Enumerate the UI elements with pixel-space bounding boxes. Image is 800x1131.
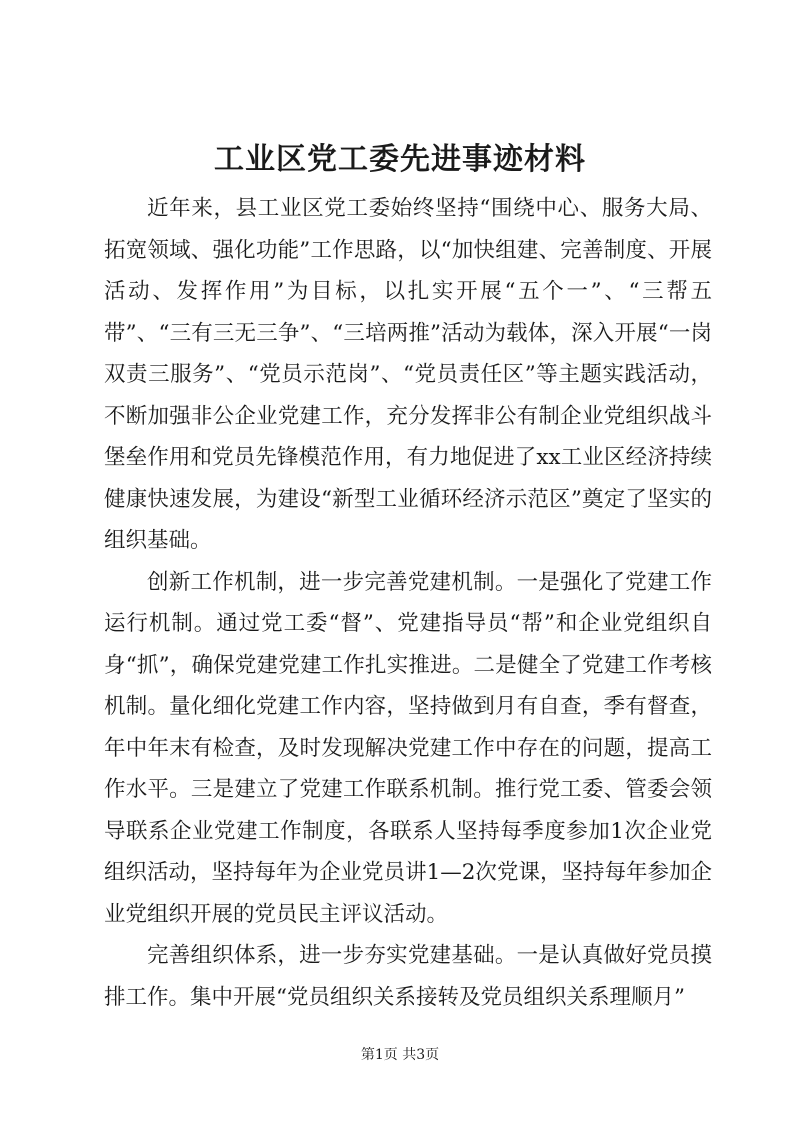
- document-title: 工业区党工委先进事迹材料: [214, 142, 586, 177]
- paragraph-mechanism: 创新工作机制，进一步完善党建机制。一是强化了党建工作运行机制。通过党工委“督”、党建指导员“帮”和企业党组织自身“抓”，确保党建党建工作扎实推进。二是健全了党建工作考核机制。量化细化党建工作内容，坚持做到月有自查，季有督查，年中年末有检查，及时发现解决党建工作中存在的问题，提高工作水平。三是建立了党建工作联系机制。推行党工委、管委会领导联系企业党建工作制度，各联系人坚持每季度参加1次企业党组织活动，坚持每年为企业党员讲1—2次党课，坚持每年参加企业党组织开展的党员民主评议活动。: [104, 569, 712, 927]
- paragraph-organization: 完善组织体系，进一步夯实党建基础。一是认真做好党员摸排工作。集中开展“党员组织关系接转及党员组织关系理顺月”: [104, 943, 712, 1010]
- paragraph-intro: 近年来，县工业区党工委始终坚持“围绕中心、服务大局、拓宽领域、强化功能”工作思路，以“加快组建、完善制度、开展活动、发挥作用”为目标，以扎实开展“五个一”、“三帮五带”、“三有三无三争”、“三培两推”活动为载体，深入开展“一岗双责三服务”、“党员示范岗”、“党员责任区”等主题实践活动，不断加强非公企业党建工作，充分发挥非公有制企业党组织战斗堡垒作用和党员先锋模范作用，有力地促进了xx工业区经济持续健康快速发展，为建设“新型工业循环经济示范区”奠定了坚实的组织基础。: [104, 196, 712, 553]
- document-body: [104, 188, 712, 1018]
- page-number-footer: 第1页 共3页: [360, 1047, 440, 1063]
